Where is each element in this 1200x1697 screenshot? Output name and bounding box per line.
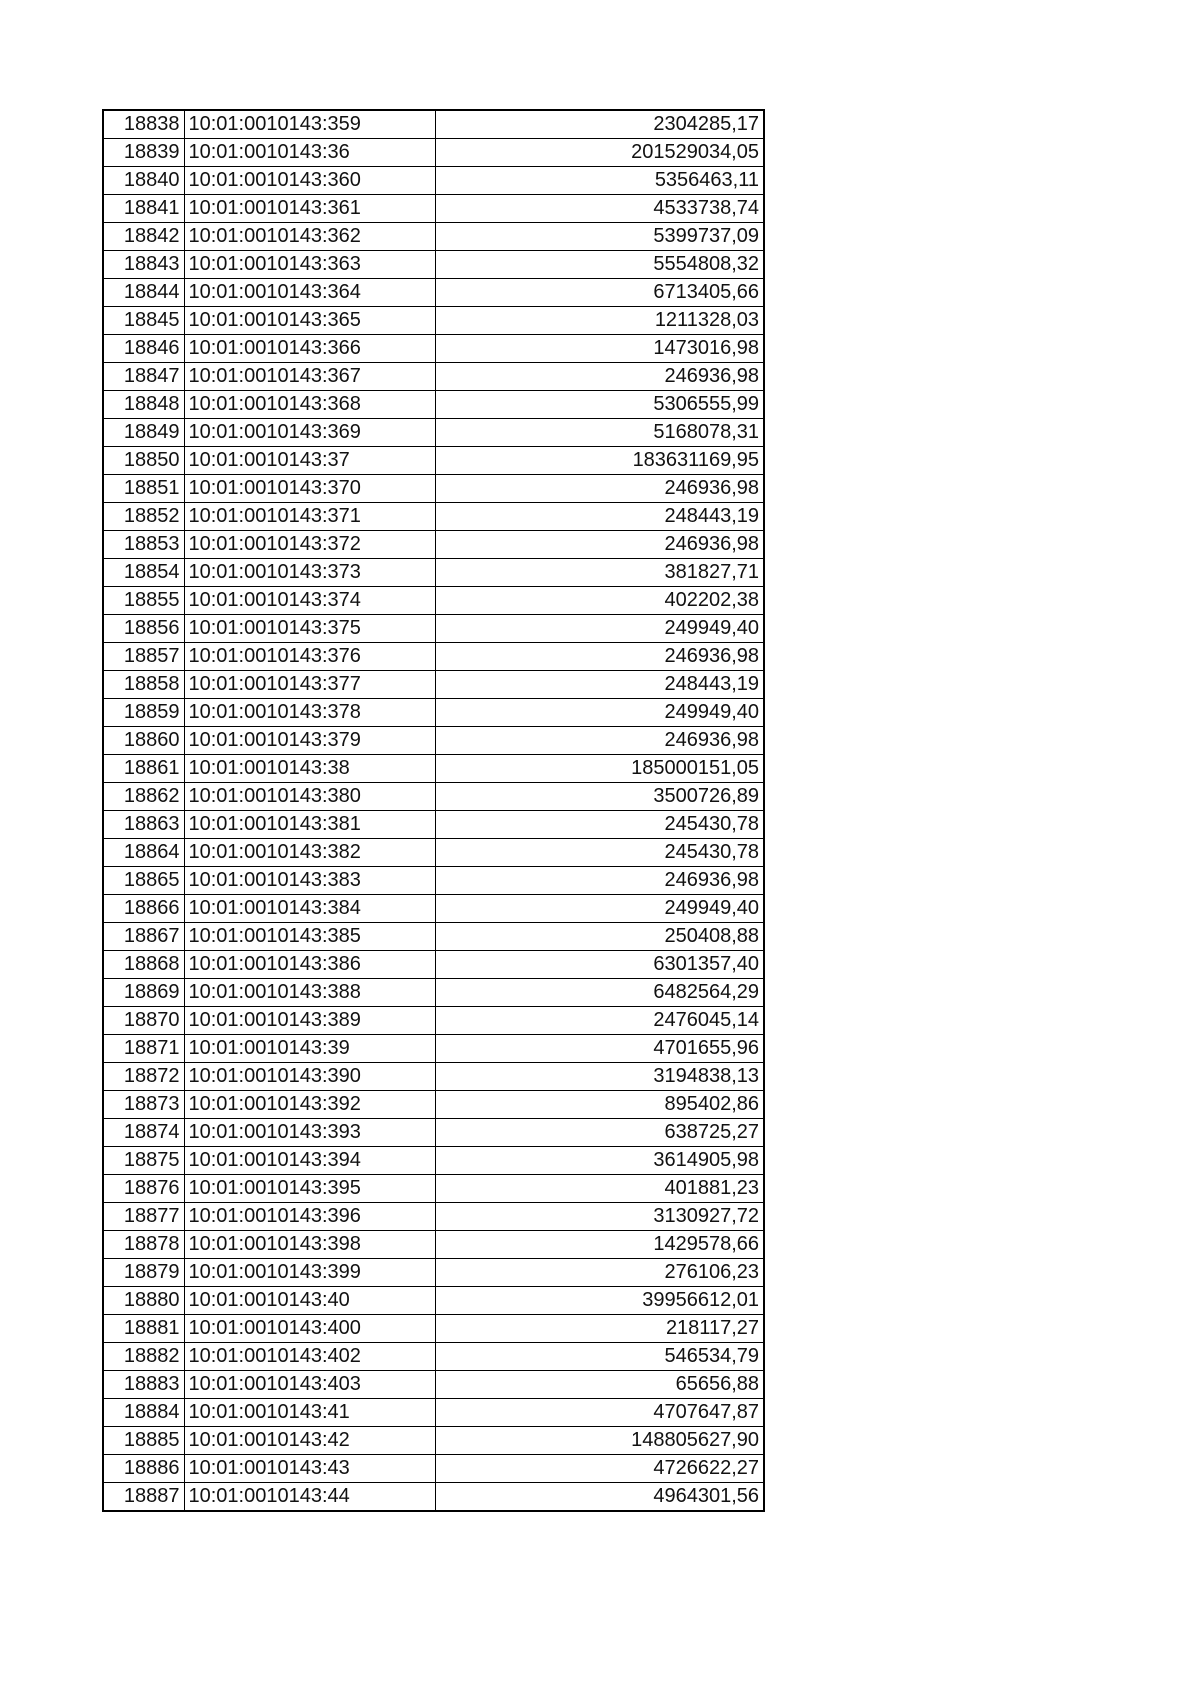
row-number-cell: 18844: [103, 279, 184, 307]
table-row: [103, 979, 764, 1007]
table-row: [103, 419, 764, 447]
row-number-cell: 18866: [103, 895, 184, 923]
cadastral-value-cell: 6301357,40: [435, 951, 764, 979]
cadastral-number-cell: 10:01:0010143:36: [184, 139, 435, 167]
row-number-cell: 18846: [103, 335, 184, 363]
table-row: [103, 531, 764, 559]
cadastral-number-cell: 10:01:0010143:403: [184, 1371, 435, 1399]
cadastral-value-cell: 546534,79: [435, 1343, 764, 1371]
cadastral-value-cell: 249949,40: [435, 895, 764, 923]
table-row: [103, 1007, 764, 1035]
row-number-cell: 18851: [103, 475, 184, 503]
cadastral-value-cell: 401881,23: [435, 1175, 764, 1203]
cadastral-value-cell: 276106,23: [435, 1259, 764, 1287]
cadastral-value-cell: 3130927,72: [435, 1203, 764, 1231]
cadastral-value-cell: 638725,27: [435, 1119, 764, 1147]
cadastral-value-cell: 4964301,56: [435, 1483, 764, 1512]
row-number-cell: 18839: [103, 139, 184, 167]
row-number-cell: 18882: [103, 1343, 184, 1371]
row-number-cell: 18857: [103, 643, 184, 671]
row-number-cell: 18871: [103, 1035, 184, 1063]
cadastral-number-cell: 10:01:0010143:390: [184, 1063, 435, 1091]
cadastral-value-cell: 218117,27: [435, 1315, 764, 1343]
cadastral-number-cell: 10:01:0010143:399: [184, 1259, 435, 1287]
cadastral-number-cell: 10:01:0010143:377: [184, 671, 435, 699]
cadastral-value-cell: 65656,88: [435, 1371, 764, 1399]
cadastral-value-cell: 246936,98: [435, 475, 764, 503]
cadastral-value-cell: 249949,40: [435, 615, 764, 643]
row-number-cell: 18840: [103, 167, 184, 195]
table-row: [103, 335, 764, 363]
cadastral-value-cell: 6482564,29: [435, 979, 764, 1007]
row-number-cell: 18859: [103, 699, 184, 727]
cadastral-number-cell: 10:01:0010143:384: [184, 895, 435, 923]
row-number-cell: 18876: [103, 1175, 184, 1203]
row-number-cell: 18879: [103, 1259, 184, 1287]
cadastral-number-cell: 10:01:0010143:381: [184, 811, 435, 839]
row-number-cell: 18885: [103, 1427, 184, 1455]
row-number-cell: 18864: [103, 839, 184, 867]
cadastral-number-cell: 10:01:0010143:398: [184, 1231, 435, 1259]
table-row: [103, 1175, 764, 1203]
table-row: [103, 1343, 764, 1371]
row-number-cell: 18872: [103, 1063, 184, 1091]
table-row: [103, 811, 764, 839]
table-row: [103, 307, 764, 335]
table-row: [103, 867, 764, 895]
row-number-cell: 18856: [103, 615, 184, 643]
row-number-cell: 18869: [103, 979, 184, 1007]
cadastral-value-cell: 4726622,27: [435, 1455, 764, 1483]
cadastral-number-cell: 10:01:0010143:38: [184, 755, 435, 783]
cadastral-number-cell: 10:01:0010143:396: [184, 1203, 435, 1231]
cadastral-value-cell: 895402,86: [435, 1091, 764, 1119]
cadastral-value-cell: 5168078,31: [435, 419, 764, 447]
row-number-cell: 18855: [103, 587, 184, 615]
cadastral-number-cell: 10:01:0010143:400: [184, 1315, 435, 1343]
table-row: [103, 503, 764, 531]
table-row: [103, 447, 764, 475]
cadastral-number-cell: 10:01:0010143:383: [184, 867, 435, 895]
cadastral-value-cell: 4707647,87: [435, 1399, 764, 1427]
row-number-cell: 18873: [103, 1091, 184, 1119]
cadastral-value-cell: 185000151,05: [435, 755, 764, 783]
cadastral-value-cell: 6713405,66: [435, 279, 764, 307]
row-number-cell: 18848: [103, 391, 184, 419]
row-number-cell: 18838: [103, 110, 184, 139]
cadastral-value-cell: 5356463,11: [435, 167, 764, 195]
row-number-cell: 18870: [103, 1007, 184, 1035]
table-row: [103, 1231, 764, 1259]
table-row: [103, 1147, 764, 1175]
cadastral-number-cell: 10:01:0010143:386: [184, 951, 435, 979]
table-row: [103, 1259, 764, 1287]
cadastral-value-cell: 248443,19: [435, 503, 764, 531]
row-number-cell: 18883: [103, 1371, 184, 1399]
cadastral-number-cell: 10:01:0010143:378: [184, 699, 435, 727]
row-number-cell: 18886: [103, 1455, 184, 1483]
cadastral-number-cell: 10:01:0010143:380: [184, 783, 435, 811]
table-row: [103, 1035, 764, 1063]
row-number-cell: 18847: [103, 363, 184, 391]
table-row: [103, 1063, 764, 1091]
cadastral-number-cell: 10:01:0010143:372: [184, 531, 435, 559]
table-row: [103, 1371, 764, 1399]
cadastral-value-cell: 4701655,96: [435, 1035, 764, 1063]
table-row: [103, 363, 764, 391]
cadastral-number-cell: 10:01:0010143:368: [184, 391, 435, 419]
row-number-cell: 18854: [103, 559, 184, 587]
cadastral-number-cell: 10:01:0010143:393: [184, 1119, 435, 1147]
table-row: [103, 475, 764, 503]
cadastral-number-cell: 10:01:0010143:373: [184, 559, 435, 587]
row-number-cell: 18861: [103, 755, 184, 783]
row-number-cell: 18867: [103, 923, 184, 951]
cadastral-value-cell: 381827,71: [435, 559, 764, 587]
table-row: [103, 1455, 764, 1483]
cadastral-value-cell: 1429578,66: [435, 1231, 764, 1259]
cadastral-number-cell: 10:01:0010143:42: [184, 1427, 435, 1455]
table-row: [103, 1399, 764, 1427]
table-row: [103, 923, 764, 951]
table-body: [103, 110, 764, 1511]
cadastral-number-cell: 10:01:0010143:363: [184, 251, 435, 279]
cadastral-number-cell: 10:01:0010143:360: [184, 167, 435, 195]
table-row: [103, 139, 764, 167]
cadastral-number-cell: 10:01:0010143:376: [184, 643, 435, 671]
cadastral-value-cell: 5554808,32: [435, 251, 764, 279]
table-row: [103, 1203, 764, 1231]
table-row: [103, 1315, 764, 1343]
cadastral-number-cell: 10:01:0010143:382: [184, 839, 435, 867]
table-row: [103, 895, 764, 923]
table-row: [103, 755, 764, 783]
cadastral-value-cell: 3500726,89: [435, 783, 764, 811]
table-row: [103, 1287, 764, 1315]
cadastral-value-cell: 183631169,95: [435, 447, 764, 475]
cadastral-value-cell: 245430,78: [435, 811, 764, 839]
cadastral-value-cell: 201529034,05: [435, 139, 764, 167]
table-row: [103, 559, 764, 587]
cadastral-number-cell: 10:01:0010143:37: [184, 447, 435, 475]
row-number-cell: 18862: [103, 783, 184, 811]
cadastral-number-cell: 10:01:0010143:361: [184, 195, 435, 223]
cadastral-number-cell: 10:01:0010143:367: [184, 363, 435, 391]
cadastral-value-cell: 249949,40: [435, 699, 764, 727]
row-number-cell: 18863: [103, 811, 184, 839]
row-number-cell: 18868: [103, 951, 184, 979]
cadastral-value-cell: 39956612,01: [435, 1287, 764, 1315]
cadastral-number-cell: 10:01:0010143:385: [184, 923, 435, 951]
row-number-cell: 18874: [103, 1119, 184, 1147]
cadastral-number-cell: 10:01:0010143:379: [184, 727, 435, 755]
cadastral-value-cell: 250408,88: [435, 923, 764, 951]
cadastral-value-cell: 1211328,03: [435, 307, 764, 335]
table-row: [103, 615, 764, 643]
row-number-cell: 18881: [103, 1315, 184, 1343]
table-row: [103, 195, 764, 223]
cadastral-value-cell: 148805627,90: [435, 1427, 764, 1455]
table-row: [103, 1119, 764, 1147]
table-row: [103, 951, 764, 979]
cadastral-number-cell: 10:01:0010143:402: [184, 1343, 435, 1371]
cadastral-number-cell: 10:01:0010143:369: [184, 419, 435, 447]
table-row: [103, 251, 764, 279]
cadastral-value-cell: 246936,98: [435, 867, 764, 895]
cadastral-number-cell: 10:01:0010143:392: [184, 1091, 435, 1119]
cadastral-number-cell: 10:01:0010143:374: [184, 587, 435, 615]
table-row: [103, 699, 764, 727]
cadastral-value-table: [102, 109, 765, 1512]
table-row: [103, 671, 764, 699]
table-row: [103, 839, 764, 867]
cadastral-number-cell: 10:01:0010143:362: [184, 223, 435, 251]
row-number-cell: 18858: [103, 671, 184, 699]
cadastral-value-cell: 245430,78: [435, 839, 764, 867]
cadastral-value-cell: 3194838,13: [435, 1063, 764, 1091]
cadastral-value-cell: 246936,98: [435, 727, 764, 755]
table-row: [103, 643, 764, 671]
cadastral-number-cell: 10:01:0010143:370: [184, 475, 435, 503]
cadastral-number-cell: 10:01:0010143:43: [184, 1455, 435, 1483]
cadastral-value-cell: 246936,98: [435, 531, 764, 559]
row-number-cell: 18849: [103, 419, 184, 447]
table-row: [103, 110, 764, 139]
cadastral-number-cell: 10:01:0010143:364: [184, 279, 435, 307]
cadastral-number-cell: 10:01:0010143:44: [184, 1483, 435, 1512]
cadastral-value-cell: 246936,98: [435, 643, 764, 671]
cadastral-number-cell: 10:01:0010143:375: [184, 615, 435, 643]
cadastral-number-cell: 10:01:0010143:394: [184, 1147, 435, 1175]
row-number-cell: 18852: [103, 503, 184, 531]
row-number-cell: 18860: [103, 727, 184, 755]
row-number-cell: 18850: [103, 447, 184, 475]
row-number-cell: 18875: [103, 1147, 184, 1175]
row-number-cell: 18887: [103, 1483, 184, 1512]
table-row: [103, 223, 764, 251]
cadastral-number-cell: 10:01:0010143:40: [184, 1287, 435, 1315]
cadastral-number-cell: 10:01:0010143:389: [184, 1007, 435, 1035]
cadastral-value-cell: 2304285,17: [435, 110, 764, 139]
row-number-cell: 18843: [103, 251, 184, 279]
row-number-cell: 18878: [103, 1231, 184, 1259]
row-number-cell: 18853: [103, 531, 184, 559]
row-number-cell: 18845: [103, 307, 184, 335]
table-row: [103, 1091, 764, 1119]
table-row: [103, 279, 764, 307]
cadastral-value-cell: 402202,38: [435, 587, 764, 615]
cadastral-number-cell: 10:01:0010143:371: [184, 503, 435, 531]
row-number-cell: 18865: [103, 867, 184, 895]
row-number-cell: 18884: [103, 1399, 184, 1427]
table-row: [103, 587, 764, 615]
cadastral-number-cell: 10:01:0010143:39: [184, 1035, 435, 1063]
row-number-cell: 18880: [103, 1287, 184, 1315]
cadastral-value-cell: 5306555,99: [435, 391, 764, 419]
table-row: [103, 783, 764, 811]
cadastral-number-cell: 10:01:0010143:395: [184, 1175, 435, 1203]
cadastral-value-cell: 246936,98: [435, 363, 764, 391]
cadastral-value-cell: 248443,19: [435, 671, 764, 699]
cadastral-value-cell: 3614905,98: [435, 1147, 764, 1175]
row-number-cell: 18841: [103, 195, 184, 223]
cadastral-value-cell: 5399737,09: [435, 223, 764, 251]
cadastral-value-cell: 1473016,98: [435, 335, 764, 363]
table-row: [103, 1427, 764, 1455]
cadastral-number-cell: 10:01:0010143:388: [184, 979, 435, 1007]
cadastral-number-cell: 10:01:0010143:41: [184, 1399, 435, 1427]
cadastral-number-cell: 10:01:0010143:359: [184, 110, 435, 139]
table-row: [103, 1483, 764, 1512]
table-row: [103, 167, 764, 195]
row-number-cell: 18842: [103, 223, 184, 251]
cadastral-value-cell: 4533738,74: [435, 195, 764, 223]
row-number-cell: 18877: [103, 1203, 184, 1231]
cadastral-number-cell: 10:01:0010143:366: [184, 335, 435, 363]
cadastral-number-cell: 10:01:0010143:365: [184, 307, 435, 335]
table-row: [103, 727, 764, 755]
table-row: [103, 391, 764, 419]
cadastral-value-cell: 2476045,14: [435, 1007, 764, 1035]
